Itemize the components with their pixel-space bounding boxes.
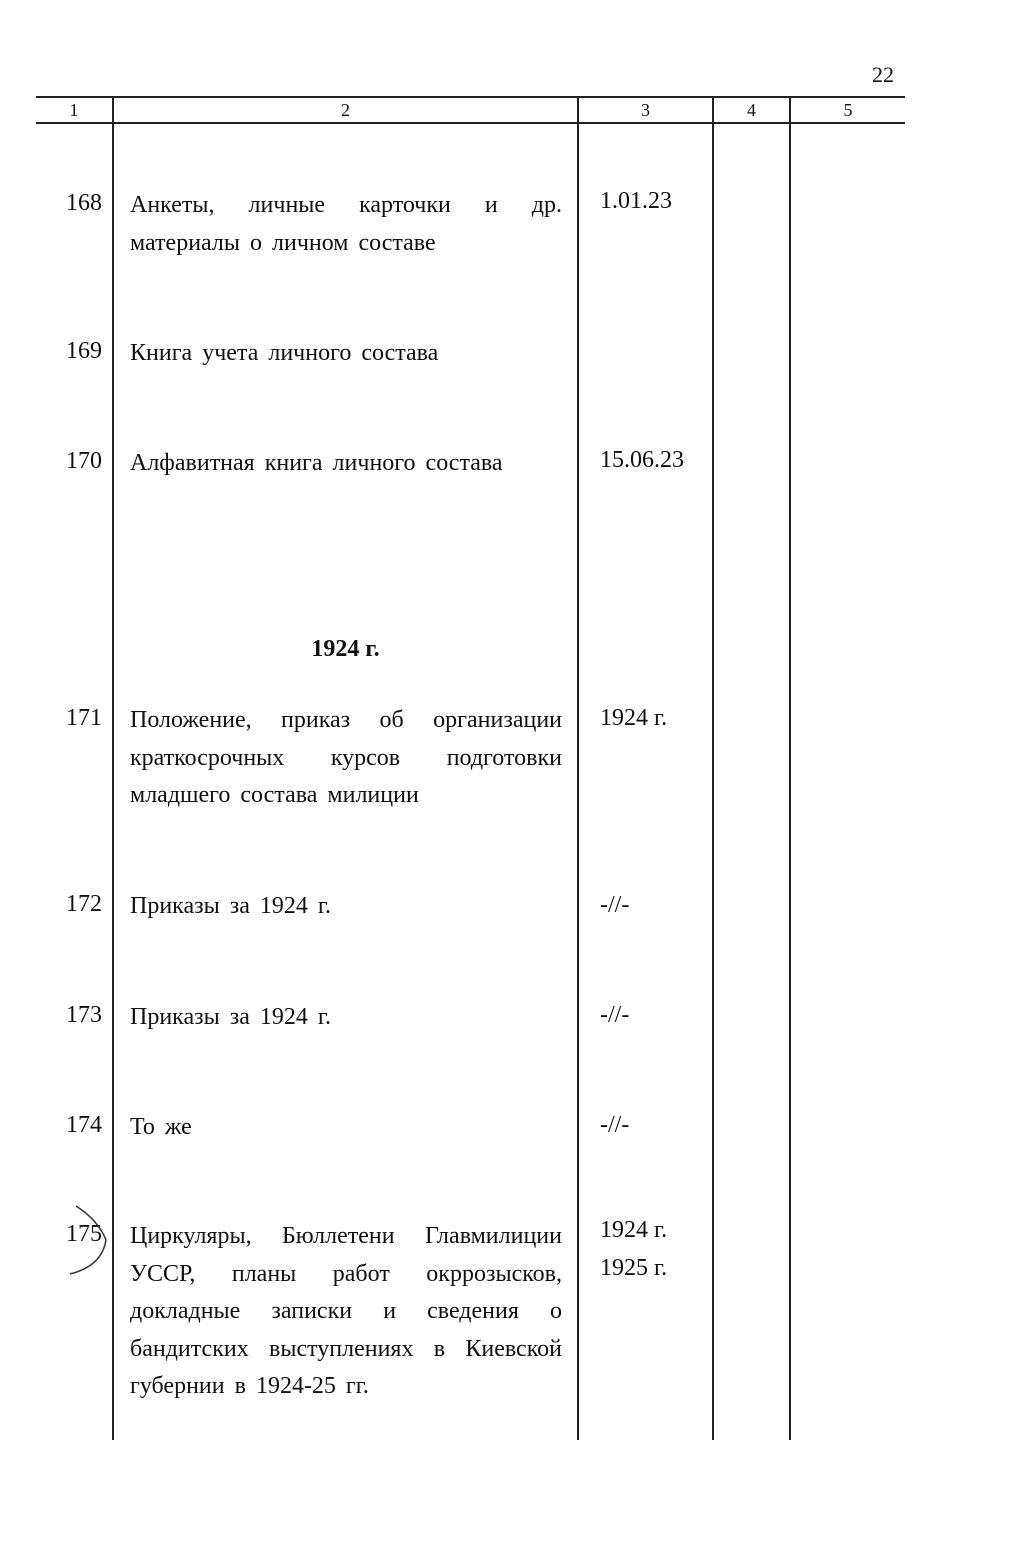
- row-description: То же: [130, 1114, 192, 1140]
- row-description: Приказы за 1924 г.: [130, 1004, 331, 1030]
- row-date: -//-: [600, 1112, 630, 1138]
- header-bottom-rule: [36, 122, 905, 124]
- row-description: Алфавитная книга личного состава: [130, 450, 503, 476]
- column-header: 4: [747, 100, 756, 120]
- section-heading: 1924 г.: [311, 636, 380, 662]
- row-date: 15.06.23: [600, 447, 684, 473]
- row-description: Положение, приказ об организации краткосрочных курсов подготовки младшего состава милиции: [130, 707, 562, 808]
- row-description: Приказы за 1924 г.: [130, 893, 331, 919]
- column-divider: [712, 97, 714, 1440]
- row-description: Анкеты, личные карточки и др. материалы о личном составе: [130, 192, 562, 256]
- row-number: 170: [66, 448, 102, 474]
- row-number: 171: [66, 705, 102, 731]
- row-number: 169: [66, 338, 102, 364]
- row-date: 1924 г.: [600, 1217, 668, 1243]
- row-date: 1.01.23: [600, 188, 672, 214]
- column-header: 5: [843, 100, 853, 120]
- row-number: 173: [66, 1002, 102, 1028]
- row-date: 1924 г.: [600, 705, 668, 731]
- column-divider: [577, 97, 579, 1440]
- row-number: 174: [66, 1112, 102, 1138]
- row-date: -//-: [600, 1002, 630, 1028]
- column-divider: [789, 97, 791, 1440]
- row-number: 175: [66, 1221, 102, 1247]
- column-header: 2: [341, 100, 350, 120]
- header-top-rule: [36, 96, 905, 98]
- row-number: 168: [66, 190, 102, 216]
- row-description: Циркуляры, Бюллетени Главмилиции УССР, планы работ окррозысков, докладные записки и сведения о бандитских выступлениях в Киевской губернии в 1924-25 гг.: [130, 1223, 562, 1399]
- row-date: 1925 г.: [600, 1255, 668, 1281]
- column-header: 3: [641, 100, 650, 120]
- column-header: 1: [69, 100, 79, 120]
- row-number: 172: [66, 891, 102, 917]
- row-description: Книга учета личного состава: [130, 340, 439, 366]
- page-number: 22: [872, 62, 894, 87]
- row-date: -//-: [600, 892, 630, 918]
- handwritten-bracket-mark: [36, 1200, 116, 1280]
